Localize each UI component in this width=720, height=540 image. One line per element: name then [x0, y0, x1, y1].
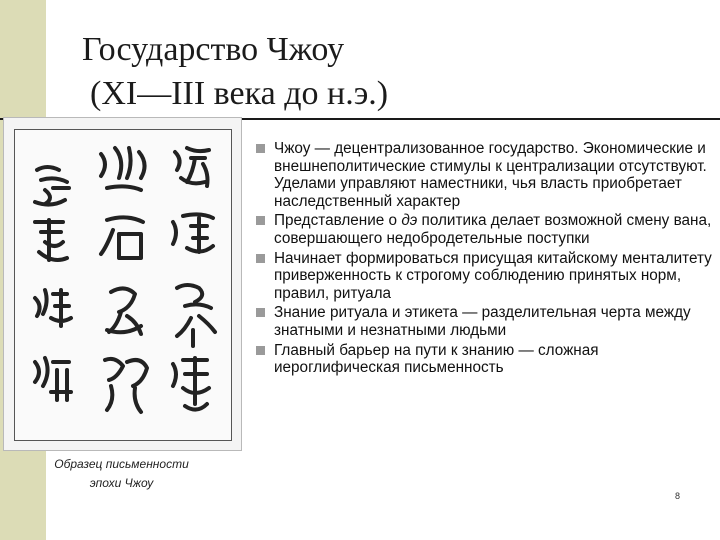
square-bullet-icon — [256, 144, 265, 153]
script-sample-image — [3, 117, 242, 451]
bullet-text: Главный барьер на пути к знанию — сложная иероглифическая письменность — [274, 341, 599, 377]
bullet-text-emphasis: дэ — [401, 212, 418, 230]
bullet-item — [252, 212, 712, 247]
slide-title-line1: Государство Чжоу — [82, 31, 345, 68]
bullet-item — [252, 342, 712, 377]
slide-title-line2: (XI—III века до н.э.) — [90, 75, 389, 112]
title-band-accent — [0, 0, 46, 118]
square-bullet-icon — [256, 254, 265, 263]
bullet-text-start: Представление о — [274, 212, 402, 230]
bullet-item — [252, 250, 712, 303]
square-bullet-icon — [256, 308, 265, 317]
image-caption — [3, 455, 240, 493]
bullet-text: Чжоу — децентрализованное государство. Экономические и внешнеполитические стимулы к централизации отсутствуют. Уделами управляют наместники, чья власть приобретает наследственный характер — [274, 140, 707, 210]
bullet-list — [252, 140, 712, 379]
bullet-text: Начинает формироваться присущая китайскому менталитету приверженность к строгому соблюдению принятых норм, правил, ритуала — [274, 249, 712, 302]
page-number: 8 — [674, 491, 680, 501]
slide-title — [58, 28, 698, 116]
image-caption-line1: Образец письменности — [54, 457, 189, 471]
bullet-item — [252, 304, 712, 339]
calligraphy-glyphs-picture — [15, 130, 231, 440]
bullet-text-end: политика делает возможной смену вана, совершающего недобродетельные поступки — [274, 212, 712, 247]
bullet-item — [252, 140, 712, 210]
script-sample-panel — [14, 129, 232, 441]
bullet-text: Знание ритуала и этикета — разделительная черта между знатными и незнатными людьми — [274, 304, 691, 339]
square-bullet-icon — [256, 346, 265, 355]
image-caption-line2: эпохи Чжоу — [89, 476, 154, 490]
square-bullet-icon — [256, 216, 265, 225]
